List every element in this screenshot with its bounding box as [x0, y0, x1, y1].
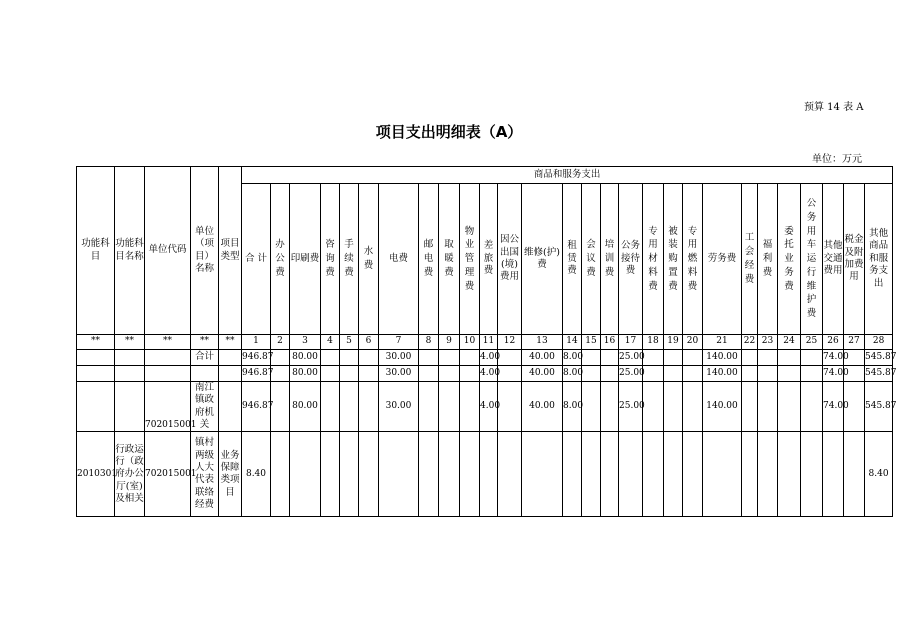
- header-project-type: 项目类型: [219, 167, 242, 335]
- col-header: 专用燃料费: [683, 184, 703, 335]
- col-header: 维修(护)费: [522, 184, 563, 335]
- form-number: 预算 14 表 A: [804, 102, 864, 113]
- index-cell: 21: [703, 335, 742, 350]
- col-header: 差旅费: [480, 184, 498, 335]
- col-header: 税金及附加费用: [844, 184, 865, 335]
- col-header: 福利费: [758, 184, 778, 335]
- index-cell: **: [191, 335, 219, 350]
- index-cell: 25: [801, 335, 823, 350]
- travel-cell: 4.00: [480, 382, 498, 432]
- unit-name-cell: 南江镇政府机关: [191, 382, 219, 432]
- col-header: 办公费: [271, 184, 290, 335]
- col-header: 邮电费: [419, 184, 439, 335]
- index-cell: 11: [480, 335, 498, 350]
- total-cell: 8.40: [242, 432, 271, 517]
- total-cell: 946.87: [242, 350, 271, 366]
- col-header: 其他商品和服务支出: [865, 184, 893, 335]
- index-cell: 7: [379, 335, 419, 350]
- office-cell: 80.00: [290, 366, 321, 382]
- electricity-cell: 30.00: [379, 382, 419, 432]
- page-title: 项目支出明细表（A）: [375, 123, 523, 141]
- index-cell: **: [115, 335, 145, 350]
- col-header: 委托业务费: [778, 184, 801, 335]
- maintenance-cell: 40.00: [522, 350, 563, 366]
- index-cell: 2: [271, 335, 290, 350]
- index-cell: 15: [582, 335, 601, 350]
- col-header: 手续费: [340, 184, 359, 335]
- table-row: [77, 350, 893, 366]
- other-goods-cell: 545.87: [865, 366, 893, 382]
- header-func-code: 功能科目: [77, 167, 115, 335]
- index-cell: 6: [359, 335, 379, 350]
- office-cell: 80.00: [290, 350, 321, 366]
- col-header: 水费: [359, 184, 379, 335]
- reception-cell: 25.00: [619, 350, 643, 366]
- header-unit-code: 单位代码: [145, 167, 191, 335]
- col-header: 电费: [379, 184, 419, 335]
- reception-cell: 25.00: [619, 382, 643, 432]
- index-cell: 14: [563, 335, 582, 350]
- index-cell: 3: [290, 335, 321, 350]
- col-header: 被装购置费: [664, 184, 683, 335]
- col-header: 租赁费: [563, 184, 582, 335]
- table-row: [77, 382, 893, 432]
- func-code-cell: 2010301: [77, 432, 115, 517]
- other-goods-cell: 545.87: [865, 350, 893, 366]
- func-name-cell: 行政运行（政府办公厅(室)及相关: [115, 432, 145, 517]
- col-header: 公务用车运行维护费: [801, 184, 823, 335]
- unit-label: 单位：万元: [812, 154, 862, 165]
- index-cell: 8: [419, 335, 439, 350]
- index-cell: 13: [522, 335, 563, 350]
- labor-cell: 140.00: [703, 366, 742, 382]
- index-cell: 16: [601, 335, 619, 350]
- unit-code-cell: 702015001: [145, 432, 191, 517]
- index-cell: 22: [742, 335, 758, 350]
- index-cell: 28: [865, 335, 893, 350]
- index-cell: 1: [242, 335, 271, 350]
- col-header: 取暖费: [439, 184, 460, 335]
- labor-cell: 140.00: [703, 350, 742, 366]
- table-row: [77, 432, 893, 517]
- unit-name-cell: 合计: [191, 350, 219, 366]
- col-header: 合 计: [242, 184, 271, 335]
- electricity-cell: 30.00: [379, 366, 419, 382]
- rental-cell: 8.00: [563, 366, 582, 382]
- labor-cell: 140.00: [703, 382, 742, 432]
- travel-cell: 4.00: [480, 350, 498, 366]
- index-cell: 24: [778, 335, 801, 350]
- other-transport-cell: 74.00: [823, 350, 844, 366]
- index-cell: 4: [321, 335, 340, 350]
- index-cell: **: [219, 335, 242, 350]
- header-unit-name: 单位（项目）名称: [191, 167, 219, 335]
- other-goods-cell: 545.87: [865, 382, 893, 432]
- col-header: 公务接待费: [619, 184, 643, 335]
- electricity-cell: 30.00: [379, 350, 419, 366]
- office-cell: 80.00: [290, 382, 321, 432]
- col-header: 其他交通费用: [823, 184, 844, 335]
- col-header: 培训费: [601, 184, 619, 335]
- index-cell: **: [77, 335, 115, 350]
- unit-name-cell: 镇村两级人大代表联络经费: [191, 432, 219, 517]
- project-type-cell: 业务保障类项目: [219, 432, 242, 517]
- index-row: [77, 335, 893, 350]
- col-header: 专用材料费: [643, 184, 664, 335]
- index-cell: 20: [683, 335, 703, 350]
- index-cell: **: [145, 335, 191, 350]
- index-cell: 10: [460, 335, 480, 350]
- header-func-name: 功能科目名称: [115, 167, 145, 335]
- col-header: 物业管理费: [460, 184, 480, 335]
- index-cell: 12: [498, 335, 522, 350]
- index-cell: 5: [340, 335, 359, 350]
- expenditure-table: [76, 166, 897, 517]
- col-header: 劳务费: [703, 184, 742, 335]
- header-goods-services: 商品和服务支出: [242, 167, 893, 184]
- rental-cell: 8.00: [563, 350, 582, 366]
- col-header: 印刷费: [290, 184, 321, 335]
- index-cell: 27: [844, 335, 865, 350]
- index-cell: 18: [643, 335, 664, 350]
- other-goods-cell: 8.40: [865, 432, 893, 517]
- index-cell: 23: [758, 335, 778, 350]
- col-header: 工会经费: [742, 184, 758, 335]
- maintenance-cell: 40.00: [522, 382, 563, 432]
- rental-cell: 8.00: [563, 382, 582, 432]
- table-row: [77, 366, 893, 382]
- maintenance-cell: 40.00: [522, 366, 563, 382]
- col-header: 咨询费: [321, 184, 340, 335]
- travel-cell: 4.00: [480, 366, 498, 382]
- other-transport-cell: 74.00: [823, 366, 844, 382]
- header-row-group: [77, 167, 893, 184]
- total-cell: 946.87: [242, 366, 271, 382]
- total-cell: 946.87: [242, 382, 271, 432]
- index-cell: 26: [823, 335, 844, 350]
- index-cell: 9: [439, 335, 460, 350]
- other-transport-cell: 74.00: [823, 382, 844, 432]
- index-cell: 19: [664, 335, 683, 350]
- index-cell: 17: [619, 335, 643, 350]
- col-header: 会议费: [582, 184, 601, 335]
- reception-cell: 25.00: [619, 366, 643, 382]
- col-header: 因公出国(境)费用: [498, 184, 522, 335]
- unit-code-cell: 702015001: [145, 382, 191, 432]
